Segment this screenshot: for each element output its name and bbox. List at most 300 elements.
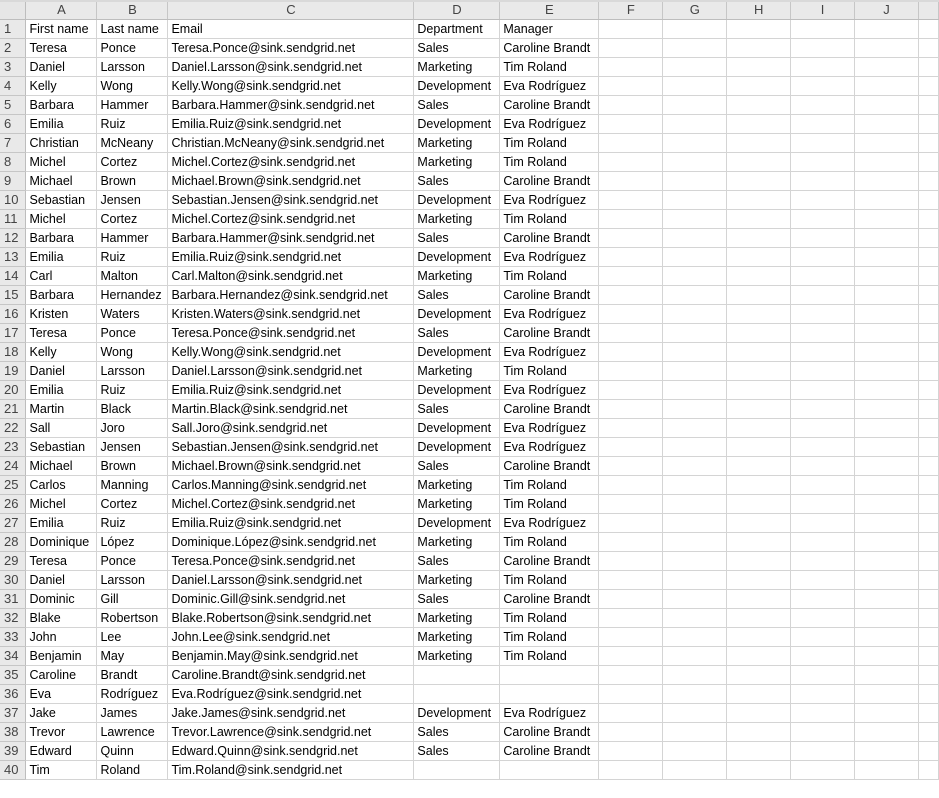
cell-k3[interactable] xyxy=(918,58,938,77)
cell-c29[interactable]: Teresa.Ponce@sink.sendgrid.net xyxy=(168,552,414,571)
cell-f14[interactable] xyxy=(599,267,663,286)
cell-j7[interactable] xyxy=(855,134,919,153)
cell-h10[interactable] xyxy=(727,191,791,210)
cell-d22[interactable]: Development xyxy=(414,419,500,438)
cell-a37[interactable]: Jake xyxy=(26,704,97,723)
cell-k33[interactable] xyxy=(918,628,938,647)
cell-b14[interactable]: Malton xyxy=(97,267,168,286)
cell-j19[interactable] xyxy=(855,362,919,381)
cell-b39[interactable]: Quinn xyxy=(97,742,168,761)
cell-i1[interactable] xyxy=(791,20,855,39)
cell-g10[interactable] xyxy=(663,191,727,210)
cell-i14[interactable] xyxy=(791,267,855,286)
cell-h32[interactable] xyxy=(727,609,791,628)
row-header[interactable]: 11 xyxy=(0,210,26,229)
cell-b25[interactable]: Manning xyxy=(97,476,168,495)
cell-k31[interactable] xyxy=(918,590,938,609)
cell-i33[interactable] xyxy=(791,628,855,647)
cell-f8[interactable] xyxy=(599,153,663,172)
cell-a14[interactable]: Carl xyxy=(26,267,97,286)
row-header[interactable]: 14 xyxy=(0,267,26,286)
cell-j13[interactable] xyxy=(855,248,919,267)
cell-k34[interactable] xyxy=(918,647,938,666)
row-header[interactable]: 10 xyxy=(0,191,26,210)
cell-e17[interactable]: Caroline Brandt xyxy=(500,324,599,343)
row-header[interactable]: 3 xyxy=(0,58,26,77)
cell-b33[interactable]: Lee xyxy=(97,628,168,647)
cell-k5[interactable] xyxy=(918,96,938,115)
cell-b17[interactable]: Ponce xyxy=(97,324,168,343)
row-header[interactable]: 25 xyxy=(0,476,26,495)
cell-h1[interactable] xyxy=(727,20,791,39)
cell-c9[interactable]: Michael.Brown@sink.sendgrid.net xyxy=(168,172,414,191)
cell-h40[interactable] xyxy=(727,761,791,780)
cell-j3[interactable] xyxy=(855,58,919,77)
cell-k6[interactable] xyxy=(918,115,938,134)
cell-k25[interactable] xyxy=(918,476,938,495)
cell-a8[interactable]: Michel xyxy=(26,153,97,172)
cell-e18[interactable]: Eva Rodríguez xyxy=(500,343,599,362)
cell-j26[interactable] xyxy=(855,495,919,514)
cell-a22[interactable]: Sall xyxy=(26,419,97,438)
cell-d3[interactable]: Marketing xyxy=(414,58,500,77)
cell-h19[interactable] xyxy=(727,362,791,381)
cell-f26[interactable] xyxy=(599,495,663,514)
cell-j30[interactable] xyxy=(855,571,919,590)
cell-a26[interactable]: Michel xyxy=(26,495,97,514)
cell-j33[interactable] xyxy=(855,628,919,647)
cell-e25[interactable]: Tim Roland xyxy=(500,476,599,495)
cell-e39[interactable]: Caroline Brandt xyxy=(500,742,599,761)
cell-j6[interactable] xyxy=(855,115,919,134)
cell-i30[interactable] xyxy=(791,571,855,590)
cell-f17[interactable] xyxy=(599,324,663,343)
cell-g17[interactable] xyxy=(663,324,727,343)
cell-e4[interactable]: Eva Rodríguez xyxy=(500,77,599,96)
cell-f30[interactable] xyxy=(599,571,663,590)
cell-f38[interactable] xyxy=(599,723,663,742)
cell-f32[interactable] xyxy=(599,609,663,628)
cell-a1[interactable]: First name xyxy=(26,20,97,39)
cell-j36[interactable] xyxy=(855,685,919,704)
row-header[interactable]: 33 xyxy=(0,628,26,647)
cell-e40[interactable] xyxy=(500,761,599,780)
cell-f6[interactable] xyxy=(599,115,663,134)
cell-g37[interactable] xyxy=(663,704,727,723)
cell-d20[interactable]: Development xyxy=(414,381,500,400)
cell-a23[interactable]: Sebastian xyxy=(26,438,97,457)
cell-h29[interactable] xyxy=(727,552,791,571)
cell-b6[interactable]: Ruiz xyxy=(97,115,168,134)
row-header[interactable]: 29 xyxy=(0,552,26,571)
cell-c23[interactable]: Sebastian.Jensen@sink.sendgrid.net xyxy=(168,438,414,457)
cell-i2[interactable] xyxy=(791,39,855,58)
cell-h11[interactable] xyxy=(727,210,791,229)
row-header[interactable]: 32 xyxy=(0,609,26,628)
cell-h7[interactable] xyxy=(727,134,791,153)
column-header-c[interactable]: C xyxy=(168,0,414,20)
cell-j35[interactable] xyxy=(855,666,919,685)
cell-i25[interactable] xyxy=(791,476,855,495)
cell-d9[interactable]: Sales xyxy=(414,172,500,191)
cell-j17[interactable] xyxy=(855,324,919,343)
cell-j16[interactable] xyxy=(855,305,919,324)
cell-k8[interactable] xyxy=(918,153,938,172)
cell-a4[interactable]: Kelly xyxy=(26,77,97,96)
row-header[interactable]: 30 xyxy=(0,571,26,590)
cell-c16[interactable]: Kristen.Waters@sink.sendgrid.net xyxy=(168,305,414,324)
cell-e5[interactable]: Caroline Brandt xyxy=(500,96,599,115)
cell-e16[interactable]: Eva Rodríguez xyxy=(500,305,599,324)
cell-e19[interactable]: Tim Roland xyxy=(500,362,599,381)
cell-b2[interactable]: Ponce xyxy=(97,39,168,58)
cell-h5[interactable] xyxy=(727,96,791,115)
cell-k9[interactable] xyxy=(918,172,938,191)
cell-d2[interactable]: Sales xyxy=(414,39,500,58)
cell-i38[interactable] xyxy=(791,723,855,742)
cell-f28[interactable] xyxy=(599,533,663,552)
cell-c5[interactable]: Barbara.Hammer@sink.sendgrid.net xyxy=(168,96,414,115)
cell-j10[interactable] xyxy=(855,191,919,210)
cell-b1[interactable]: Last name xyxy=(97,20,168,39)
cell-c19[interactable]: Daniel.Larsson@sink.sendgrid.net xyxy=(168,362,414,381)
cell-a36[interactable]: Eva xyxy=(26,685,97,704)
cell-k27[interactable] xyxy=(918,514,938,533)
cell-k21[interactable] xyxy=(918,400,938,419)
cell-g12[interactable] xyxy=(663,229,727,248)
cell-h36[interactable] xyxy=(727,685,791,704)
cell-h4[interactable] xyxy=(727,77,791,96)
cell-g6[interactable] xyxy=(663,115,727,134)
cell-h2[interactable] xyxy=(727,39,791,58)
cell-h18[interactable] xyxy=(727,343,791,362)
cell-b28[interactable]: López xyxy=(97,533,168,552)
cell-i35[interactable] xyxy=(791,666,855,685)
cell-a30[interactable]: Daniel xyxy=(26,571,97,590)
cell-b12[interactable]: Hammer xyxy=(97,229,168,248)
cell-e10[interactable]: Eva Rodríguez xyxy=(500,191,599,210)
cell-g16[interactable] xyxy=(663,305,727,324)
cell-c15[interactable]: Barbara.Hernandez@sink.sendgrid.net xyxy=(168,286,414,305)
cell-a27[interactable]: Emilia xyxy=(26,514,97,533)
cell-d34[interactable]: Marketing xyxy=(414,647,500,666)
cell-j18[interactable] xyxy=(855,343,919,362)
cell-b32[interactable]: Robertson xyxy=(97,609,168,628)
cell-d21[interactable]: Sales xyxy=(414,400,500,419)
cell-j34[interactable] xyxy=(855,647,919,666)
cell-b24[interactable]: Brown xyxy=(97,457,168,476)
cell-a17[interactable]: Teresa xyxy=(26,324,97,343)
cell-h35[interactable] xyxy=(727,666,791,685)
cell-a29[interactable]: Teresa xyxy=(26,552,97,571)
cell-i21[interactable] xyxy=(791,400,855,419)
cell-c22[interactable]: Sall.Joro@sink.sendgrid.net xyxy=(168,419,414,438)
cell-k37[interactable] xyxy=(918,704,938,723)
cell-i13[interactable] xyxy=(791,248,855,267)
cell-a2[interactable]: Teresa xyxy=(26,39,97,58)
cell-f4[interactable] xyxy=(599,77,663,96)
row-header[interactable]: 6 xyxy=(0,115,26,134)
cell-b30[interactable]: Larsson xyxy=(97,571,168,590)
cell-f29[interactable] xyxy=(599,552,663,571)
cell-d10[interactable]: Development xyxy=(414,191,500,210)
cell-d6[interactable]: Development xyxy=(414,115,500,134)
cell-h22[interactable] xyxy=(727,419,791,438)
cell-b19[interactable]: Larsson xyxy=(97,362,168,381)
cell-g22[interactable] xyxy=(663,419,727,438)
cell-k39[interactable] xyxy=(918,742,938,761)
cell-a21[interactable]: Martin xyxy=(26,400,97,419)
cell-g32[interactable] xyxy=(663,609,727,628)
cell-b31[interactable]: Gill xyxy=(97,590,168,609)
cell-f2[interactable] xyxy=(599,39,663,58)
cell-a15[interactable]: Barbara xyxy=(26,286,97,305)
cell-d4[interactable]: Development xyxy=(414,77,500,96)
cell-h25[interactable] xyxy=(727,476,791,495)
cell-e24[interactable]: Caroline Brandt xyxy=(500,457,599,476)
cell-a40[interactable]: Tim xyxy=(26,761,97,780)
cell-i22[interactable] xyxy=(791,419,855,438)
cell-k18[interactable] xyxy=(918,343,938,362)
cell-i28[interactable] xyxy=(791,533,855,552)
cell-h37[interactable] xyxy=(727,704,791,723)
cell-a35[interactable]: Caroline xyxy=(26,666,97,685)
cell-e37[interactable]: Eva Rodríguez xyxy=(500,704,599,723)
cell-c25[interactable]: Carlos.Manning@sink.sendgrid.net xyxy=(168,476,414,495)
cell-d39[interactable]: Sales xyxy=(414,742,500,761)
cell-d7[interactable]: Marketing xyxy=(414,134,500,153)
cell-c21[interactable]: Martin.Black@sink.sendgrid.net xyxy=(168,400,414,419)
cell-i17[interactable] xyxy=(791,324,855,343)
cell-k13[interactable] xyxy=(918,248,938,267)
cell-f21[interactable] xyxy=(599,400,663,419)
cell-b3[interactable]: Larsson xyxy=(97,58,168,77)
cell-g28[interactable] xyxy=(663,533,727,552)
column-header-b[interactable]: B xyxy=(97,0,168,20)
cell-f23[interactable] xyxy=(599,438,663,457)
cell-a6[interactable]: Emilia xyxy=(26,115,97,134)
cell-c13[interactable]: Emilia.Ruiz@sink.sendgrid.net xyxy=(168,248,414,267)
cell-j5[interactable] xyxy=(855,96,919,115)
cell-b9[interactable]: Brown xyxy=(97,172,168,191)
cell-c6[interactable]: Emilia.Ruiz@sink.sendgrid.net xyxy=(168,115,414,134)
row-header[interactable]: 23 xyxy=(0,438,26,457)
cell-i40[interactable] xyxy=(791,761,855,780)
cell-d15[interactable]: Sales xyxy=(414,286,500,305)
cell-b36[interactable]: Rodríguez xyxy=(97,685,168,704)
cell-g35[interactable] xyxy=(663,666,727,685)
cell-g23[interactable] xyxy=(663,438,727,457)
cell-d12[interactable]: Sales xyxy=(414,229,500,248)
cell-e3[interactable]: Tim Roland xyxy=(500,58,599,77)
cell-e29[interactable]: Caroline Brandt xyxy=(500,552,599,571)
cell-e38[interactable]: Caroline Brandt xyxy=(500,723,599,742)
cell-b35[interactable]: Brandt xyxy=(97,666,168,685)
cell-h20[interactable] xyxy=(727,381,791,400)
cell-f25[interactable] xyxy=(599,476,663,495)
cell-j8[interactable] xyxy=(855,153,919,172)
cell-b5[interactable]: Hammer xyxy=(97,96,168,115)
cell-h14[interactable] xyxy=(727,267,791,286)
cell-f7[interactable] xyxy=(599,134,663,153)
cell-f3[interactable] xyxy=(599,58,663,77)
cell-i7[interactable] xyxy=(791,134,855,153)
row-header[interactable]: 21 xyxy=(0,400,26,419)
cell-d38[interactable]: Sales xyxy=(414,723,500,742)
cell-a32[interactable]: Blake xyxy=(26,609,97,628)
cell-k14[interactable] xyxy=(918,267,938,286)
cell-j32[interactable] xyxy=(855,609,919,628)
cell-f39[interactable] xyxy=(599,742,663,761)
cell-h21[interactable] xyxy=(727,400,791,419)
cell-h16[interactable] xyxy=(727,305,791,324)
cell-h34[interactable] xyxy=(727,647,791,666)
cell-f19[interactable] xyxy=(599,362,663,381)
cell-h3[interactable] xyxy=(727,58,791,77)
cell-g4[interactable] xyxy=(663,77,727,96)
row-header[interactable]: 7 xyxy=(0,134,26,153)
row-header[interactable]: 18 xyxy=(0,343,26,362)
cell-g36[interactable] xyxy=(663,685,727,704)
row-header[interactable]: 27 xyxy=(0,514,26,533)
cell-k22[interactable] xyxy=(918,419,938,438)
cell-e31[interactable]: Caroline Brandt xyxy=(500,590,599,609)
cell-h24[interactable] xyxy=(727,457,791,476)
cell-f1[interactable] xyxy=(599,20,663,39)
column-header-f[interactable]: F xyxy=(599,0,663,20)
cell-c18[interactable]: Kelly.Wong@sink.sendgrid.net xyxy=(168,343,414,362)
cell-f31[interactable] xyxy=(599,590,663,609)
cell-c7[interactable]: Christian.McNeany@sink.sendgrid.net xyxy=(168,134,414,153)
cell-f15[interactable] xyxy=(599,286,663,305)
row-header[interactable]: 40 xyxy=(0,761,26,780)
cell-f22[interactable] xyxy=(599,419,663,438)
cell-i34[interactable] xyxy=(791,647,855,666)
cell-g30[interactable] xyxy=(663,571,727,590)
cell-h27[interactable] xyxy=(727,514,791,533)
row-header[interactable]: 12 xyxy=(0,229,26,248)
cell-a39[interactable]: Edward xyxy=(26,742,97,761)
cell-j31[interactable] xyxy=(855,590,919,609)
row-header[interactable]: 16 xyxy=(0,305,26,324)
column-header-e[interactable]: E xyxy=(500,0,599,20)
cell-d33[interactable]: Marketing xyxy=(414,628,500,647)
cell-g34[interactable] xyxy=(663,647,727,666)
cell-b29[interactable]: Ponce xyxy=(97,552,168,571)
column-header-a[interactable]: A xyxy=(26,0,97,20)
cell-b10[interactable]: Jensen xyxy=(97,191,168,210)
cell-d8[interactable]: Marketing xyxy=(414,153,500,172)
cell-d17[interactable]: Sales xyxy=(414,324,500,343)
cell-i10[interactable] xyxy=(791,191,855,210)
cell-i3[interactable] xyxy=(791,58,855,77)
cell-c20[interactable]: Emilia.Ruiz@sink.sendgrid.net xyxy=(168,381,414,400)
cell-f36[interactable] xyxy=(599,685,663,704)
cell-a33[interactable]: John xyxy=(26,628,97,647)
row-header[interactable]: 34 xyxy=(0,647,26,666)
cell-b22[interactable]: Joro xyxy=(97,419,168,438)
cell-j27[interactable] xyxy=(855,514,919,533)
row-header[interactable]: 9 xyxy=(0,172,26,191)
row-header[interactable]: 22 xyxy=(0,419,26,438)
cell-c39[interactable]: Edward.Quinn@sink.sendgrid.net xyxy=(168,742,414,761)
cell-e20[interactable]: Eva Rodríguez xyxy=(500,381,599,400)
cell-c1[interactable]: Email xyxy=(168,20,414,39)
cell-b20[interactable]: Ruiz xyxy=(97,381,168,400)
cell-k28[interactable] xyxy=(918,533,938,552)
cell-k16[interactable] xyxy=(918,305,938,324)
cell-k32[interactable] xyxy=(918,609,938,628)
cell-i32[interactable] xyxy=(791,609,855,628)
cell-b23[interactable]: Jensen xyxy=(97,438,168,457)
cell-j39[interactable] xyxy=(855,742,919,761)
cell-f10[interactable] xyxy=(599,191,663,210)
cell-d5[interactable]: Sales xyxy=(414,96,500,115)
cell-g18[interactable] xyxy=(663,343,727,362)
cell-i20[interactable] xyxy=(791,381,855,400)
cell-i6[interactable] xyxy=(791,115,855,134)
cell-a28[interactable]: Dominique xyxy=(26,533,97,552)
cell-g19[interactable] xyxy=(663,362,727,381)
cell-g13[interactable] xyxy=(663,248,727,267)
cell-h12[interactable] xyxy=(727,229,791,248)
cell-k10[interactable] xyxy=(918,191,938,210)
column-header-j[interactable]: J xyxy=(855,0,919,20)
cell-f9[interactable] xyxy=(599,172,663,191)
cell-k20[interactable] xyxy=(918,381,938,400)
cell-j9[interactable] xyxy=(855,172,919,191)
row-header[interactable]: 26 xyxy=(0,495,26,514)
cell-h39[interactable] xyxy=(727,742,791,761)
cell-i8[interactable] xyxy=(791,153,855,172)
cell-e8[interactable]: Tim Roland xyxy=(500,153,599,172)
cell-e22[interactable]: Eva Rodríguez xyxy=(500,419,599,438)
row-header[interactable]: 15 xyxy=(0,286,26,305)
cell-j12[interactable] xyxy=(855,229,919,248)
cell-b26[interactable]: Cortez xyxy=(97,495,168,514)
cell-c35[interactable]: Caroline.Brandt@sink.sendgrid.net xyxy=(168,666,414,685)
cell-i39[interactable] xyxy=(791,742,855,761)
cell-f18[interactable] xyxy=(599,343,663,362)
cell-g26[interactable] xyxy=(663,495,727,514)
cell-e12[interactable]: Caroline Brandt xyxy=(500,229,599,248)
cell-d27[interactable]: Development xyxy=(414,514,500,533)
cell-k1[interactable] xyxy=(918,20,938,39)
row-header[interactable]: 31 xyxy=(0,590,26,609)
cell-k15[interactable] xyxy=(918,286,938,305)
cell-d35[interactable] xyxy=(414,666,500,685)
cell-j37[interactable] xyxy=(855,704,919,723)
cell-f35[interactable] xyxy=(599,666,663,685)
cell-j38[interactable] xyxy=(855,723,919,742)
cell-d32[interactable]: Marketing xyxy=(414,609,500,628)
cell-k30[interactable] xyxy=(918,571,938,590)
cell-h28[interactable] xyxy=(727,533,791,552)
cell-e15[interactable]: Caroline Brandt xyxy=(500,286,599,305)
cell-f33[interactable] xyxy=(599,628,663,647)
cell-j21[interactable] xyxy=(855,400,919,419)
cell-k7[interactable] xyxy=(918,134,938,153)
cell-e21[interactable]: Caroline Brandt xyxy=(500,400,599,419)
row-header[interactable]: 5 xyxy=(0,96,26,115)
cell-c10[interactable]: Sebastian.Jensen@sink.sendgrid.net xyxy=(168,191,414,210)
cell-a31[interactable]: Dominic xyxy=(26,590,97,609)
cell-f12[interactable] xyxy=(599,229,663,248)
cell-d16[interactable]: Development xyxy=(414,305,500,324)
cell-h15[interactable] xyxy=(727,286,791,305)
cell-g1[interactable] xyxy=(663,20,727,39)
cell-b13[interactable]: Ruiz xyxy=(97,248,168,267)
